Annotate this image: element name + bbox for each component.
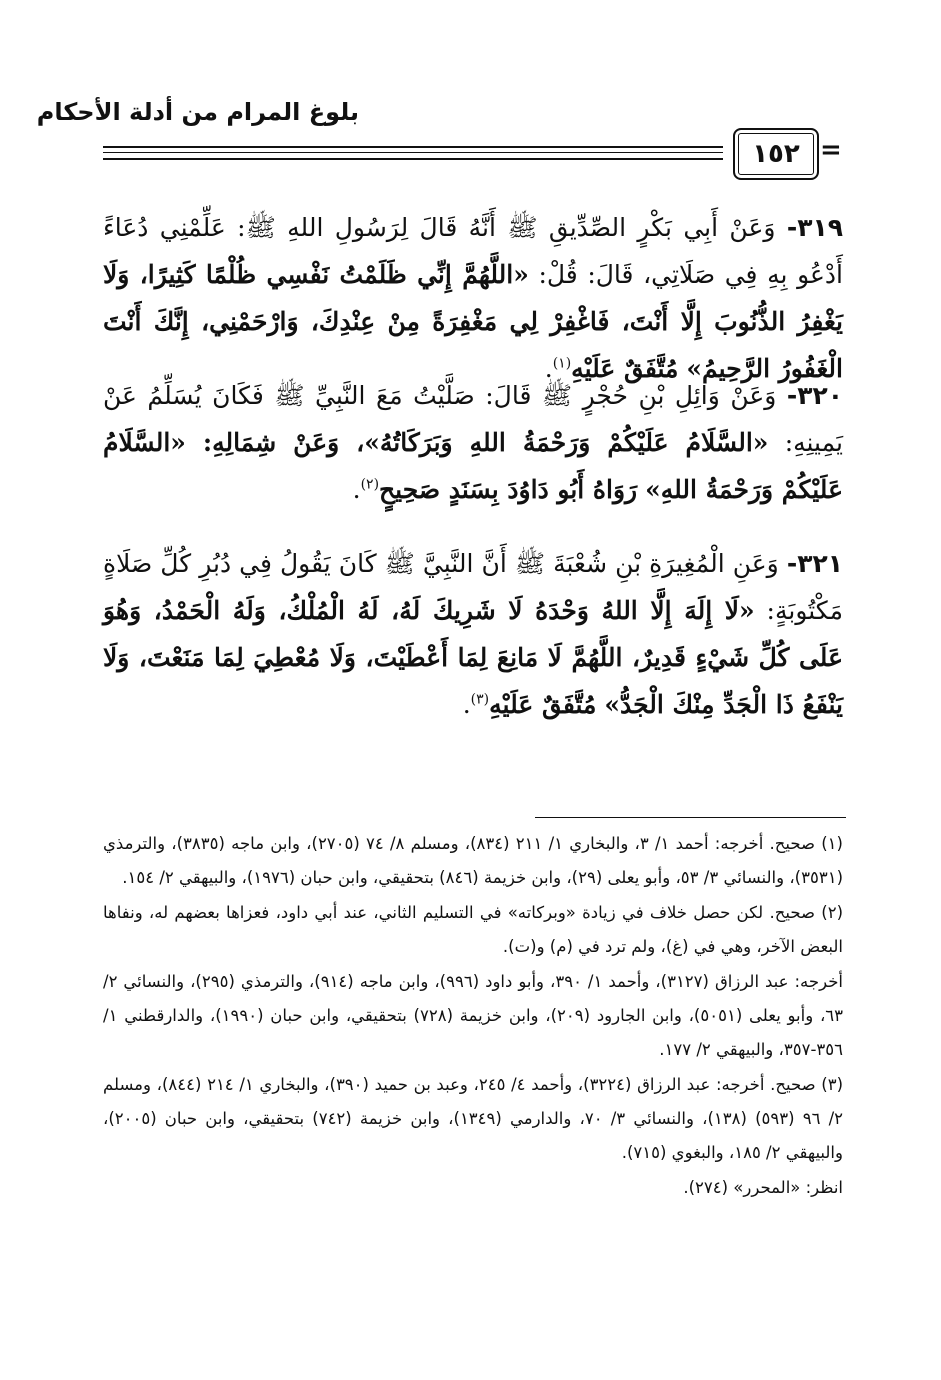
footnote-ref: (١) [552,355,572,372]
hadith-intro: وَعَنْ أَبِي بَكْرٍ الصِّدِّيقِ ﷺ أَنَّهُ قَالَ لِرَسُولِ اللهِ ﷺ: عَلِّمْنِي دُعَاءً أَدْعُو بِهِ فِي صَلَاتِي، قَالَ: قُلْ: [103,213,843,289]
running-title: بلوغ المرام من أدلة الأحكام [36,98,359,126]
hadith-source: مُتَّفَقٌ عَلَيْهِ [489,690,597,719]
footnote-3: (٣) صحيح. أخرجه: عبد الرزاق (٣٢٢٤)، وأحمد ٤/ ٢٤٥، وعبد بن حميد (٣٩٠)، والبخاري ١/ ٢١٤ (٨٤٤)، ومسلم ٢/ ٩٦ (٥٩٣) (١٣٨)، والنسائي ٣/ ٧٠، والدارمي (١٣٤٩)، وابن خزيمة (٧٤٢) بتحقيقي، وابن حبان (٢٠٠٥)، والبيهقي ٢/ ١٨٥، والبغوي (٧١٥). [103,1075,844,1162]
hadith-end: . [462,690,471,719]
footnote-ref: (٢) [360,476,380,493]
hadith-number: ٣٢١- [786,549,843,578]
footnote-2-sources: أخرجه: عبد الرزاق (٣١٢٧)، وأحمد ١/ ٣٩٠، وأبو داود (٩٩٦)، وابن ماجه (٩١٤)، والترمذي (٢٩٥)، والنسائي ٢/ ٦٣، وأبو يعلى (٥٠٥١)، وابن الجارود (٢٠٩)، وابن خزيمة (٧٢٨) بتحقيقي، وابن حبان (١٩٩٠)، والدارقطني ١/ ٣٥٦-٣٥٧، والبيهقي ٢/ ١٧٧. [103,972,844,1059]
page-number: ١٥٢ [733,128,819,180]
header-mark: = [820,135,842,165]
hadith-number: ٣٢٠- [786,381,844,410]
footnote-3-see-also: انظر: «المحرر» (٢٧٤). [683,1178,843,1197]
header-rule [103,152,723,153]
hadith-320 [103,372,843,513]
footnote-1: (١) صحيح. أخرجه: أحمد ١/ ٣، والبخاري ١/ ٢١١ (٨٣٤)، ومسلم ٨/ ٧٤ (٢٧٠٥)، وابن ماجه (٣٨٣٥)، والترمذي (٣٥٣١)، والنسائي ٣/ ٥٣، وأبو يعلى (٢٩)، وابن خزيمة (٨٤٦) بتحقيقي، وابن حبان (١٩٧٦)، والبيهقي ٢/ ١٥٤. [103,834,843,887]
hadith-source: مُتَّفَقٌ عَلَيْهِ [571,354,679,383]
hadith-matn: «السَّلَامُ عَلَيْكُمْ وَرَحْمَةُ اللهِ وَبَرَكَاتُهُ»، وَعَنْ شِمَالِهِ: «السَّلَامُ عَلَيْكُمْ وَرَحْمَةُ اللهِ» [103,428,843,504]
hadith-end: . [544,354,553,383]
hadith-intro: وَعَنْ وَائِلِ بْنِ حُجْرٍ ﷺ قَالَ: صَلَّيْتُ مَعَ النَّبِيِّ ﷺ فَكَانَ يُسَلِّمُ عَنْ يَمِينِهِ: [103,381,844,457]
footnote-ref: (٣) [470,691,490,708]
hadith-matn: «اللَّهُمَّ إِنِّي ظَلَمْتُ نَفْسِي ظُلْمًا كَثِيرًا، وَلَا يَغْفِرُ الذُّنُوبَ إِلَّا أَنْتَ، فَاغْفِرْ لِي مَغْفِرَةً مِنْ عِنْدِكَ، وَارْحَمْنِي، إِنَّكَ أَنْتَ الْغَفُورُ الرَّحِيمُ» [103,260,843,383]
hadith-number: ٣١٩- [786,213,844,242]
hadith-matn: «لَا إِلَهَ إِلَّا اللهُ وَحْدَهُ لَا شَرِيكَ لَهُ، لَهُ الْمُلْكُ، وَلَهُ الْحَمْدُ، وَهُوَ عَلَى كُلِّ شَيْءٍ قَدِيرٌ، اللَّهُمَّ لَا مَانِعَ لِمَا أَعْطَيْتَ، وَلَا مُعْطِيَ لِمَا مَنَعْتَ، وَلَا يَنْفَعُ ذَا الْجَدِّ مِنْكَ الْجَدُّ» [103,596,843,719]
header-rule [103,158,723,160]
footnote-rule [535,817,846,818]
hadith-end: . [352,475,361,504]
footnotes [103,827,843,1206]
hadith-source: رَوَاهُ أَبُو دَاوُدَ بِسَنَدٍ صَحِيحٍ [379,475,638,504]
hadith-intro: وَعَنِ الْمُغِيرَةِ بْنِ شُعْبَةَ ﷺ أَنَّ النَّبِيَّ ﷺ كَانَ يَقُولُ فِي دُبُرِ كُلِّ صَلَاةٍ مَكْتُوبَةٍ: [103,549,843,625]
footnote-2: (٢) صحيح. لكن حصل خلاف في زيادة «وبركاته» في التسليم الثاني، عند أبي داود، فعزاها بعضهم له، ونفاها البعض الآخر، وهي في (غ)، ولم ترد في (م) و(ت). [103,903,843,956]
header-rule [103,146,723,148]
hadith-319 [103,204,843,392]
hadith-321 [103,540,843,728]
